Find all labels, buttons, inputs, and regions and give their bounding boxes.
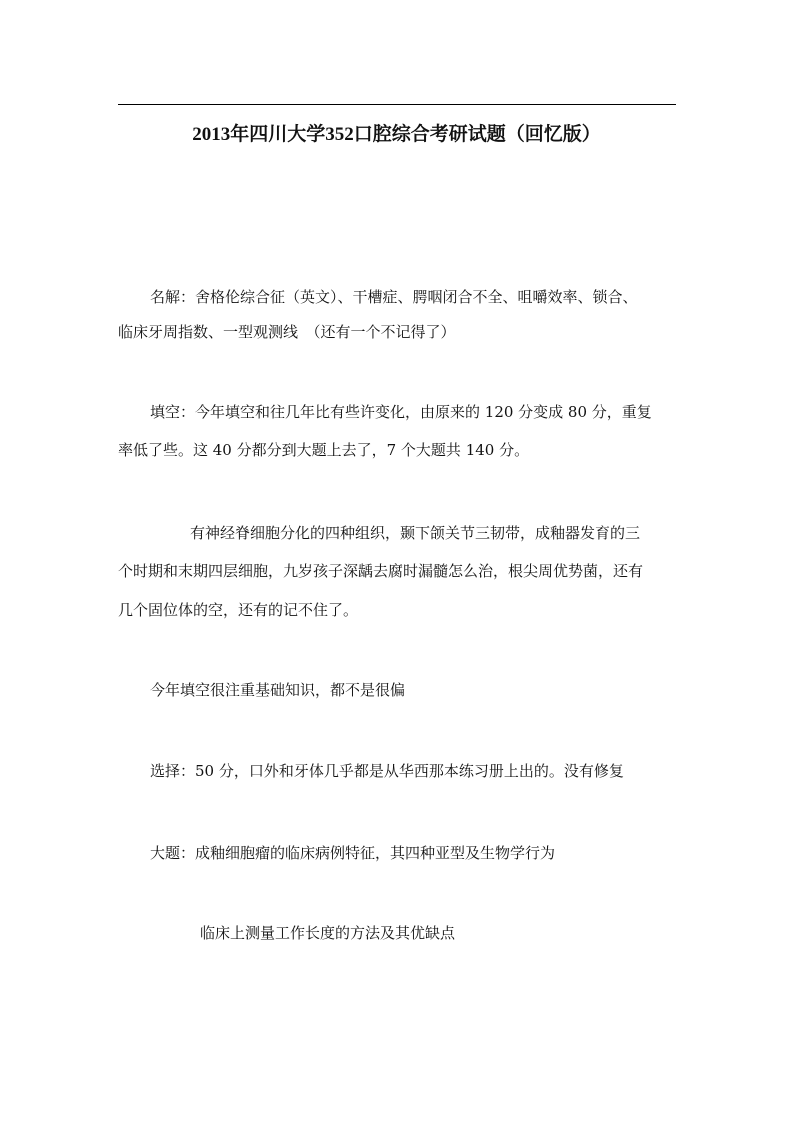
paragraph-fill-detail-line: 个时期和末期四层细胞，九岁孩子深龋去腐时漏髓怎么治，根尖周优势菌，还有	[118, 562, 644, 580]
paragraph-fill-note: 今年填空很注重基础知识，都不是很偏	[150, 681, 406, 699]
document-title: 2013年四川大学352口腔综合考研试题（回忆版）	[192, 124, 601, 145]
paragraph-choice: 选择：50 分，口外和牙体几乎都是从华西那本练习册上出的。没有修复	[150, 762, 624, 780]
paragraph-fill-detail-line: 几个固位体的空，还有的记不住了。	[118, 601, 359, 619]
paragraph-fill-line: 率低了些。这 40 分都分到大题上去了，7 个大题共 140 分。	[118, 441, 530, 459]
header-rule	[118, 104, 676, 105]
paragraph-fill-detail-line: 有神经脊细胞分化的四种组织，颞下颌关节三韧带，成釉器发育的三	[190, 524, 641, 542]
paragraph-terms-line: 名解：舍格伦综合征（英文）、干槽症、腭咽闭合不全、咀嚼效率、锁合、	[150, 288, 638, 306]
paragraph-big-questions: 大题：成釉细胞瘤的临床病例特征，其四种亚型及生物学行为	[150, 844, 556, 862]
paragraph-terms-line: 临床牙周指数、一型观测线 （还有一个不记得了）	[118, 323, 456, 341]
paragraph-fill-line: 填空：今年填空和往几年比有些许变化，由原来的 120 分变成 80 分，重复	[150, 403, 652, 421]
paragraph-big-question-2: 临床上测量工作长度的方法及其优缺点	[200, 924, 456, 942]
